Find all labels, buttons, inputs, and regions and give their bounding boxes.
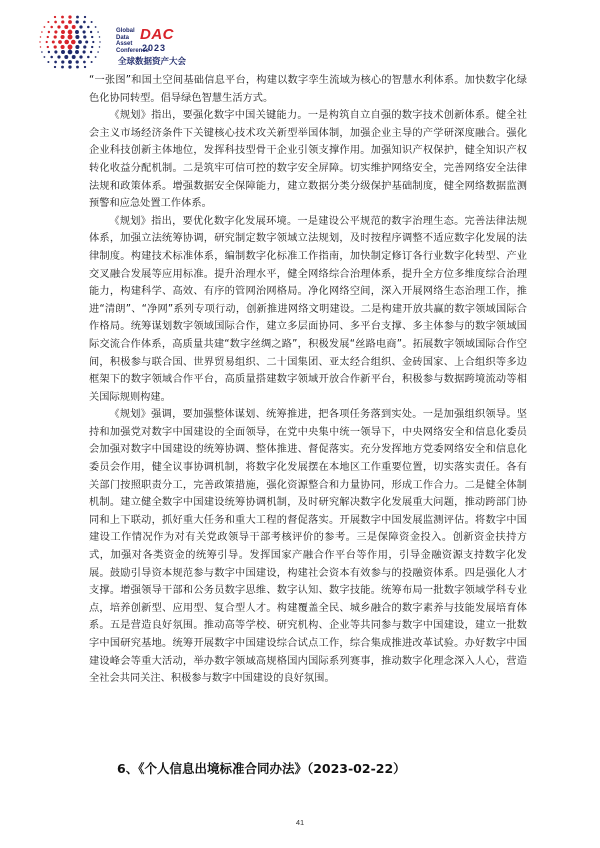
logo-dot <box>68 60 72 64</box>
logo-dot <box>79 55 82 58</box>
logo-dot <box>83 21 86 24</box>
logo-dot <box>78 40 82 44</box>
document-body <box>89 72 527 688</box>
logo-dot <box>99 41 100 42</box>
logo-dot <box>61 35 65 39</box>
logo-dot <box>54 50 57 53</box>
logo-english-name: Global Data Asset Conference <box>116 28 150 54</box>
logo-chinese-name: 全球数据资产大会 <box>118 57 187 67</box>
logo-dot <box>41 51 43 53</box>
logo-dot <box>68 20 72 24</box>
logo-dot <box>40 46 41 47</box>
logo-dot <box>90 51 92 53</box>
logo-dot <box>68 35 73 40</box>
logo-dot <box>54 35 57 38</box>
logo-dot <box>87 56 90 59</box>
logo-dot <box>83 50 86 53</box>
logo-dot <box>91 21 93 23</box>
logo-dot <box>47 46 49 48</box>
logo-dot <box>48 51 50 53</box>
page-number: 41 <box>295 818 305 827</box>
paragraph-2: 《规划》指出，要强化数字中国关键能力。一是构筑自立自强的数字技术创新体系。健全社会主义市场经济条件下关键核心技术攻关新型举国体制，加强企业主导的产学研深度融合。强化企业科技创新主体地位，发挥科技型骨干企业引领支撑作用。加强知识产权保护，健全知识产权转化收益分配机制。二是筑牢可信可控的数字安全屏障。切实维护网络安全，完善网络安全法律法规和政策体系。增强数据安全保障能力，建立数据分类分级保护基础制度，健全网络数据监测预警和应急处置工作体系。 <box>89 110 527 210</box>
logo-dot <box>61 50 65 54</box>
logo-dot <box>90 31 92 33</box>
logo-dot <box>47 61 49 63</box>
paragraph-1: “一张图”和国土空间基础信息平台，构建以数字孪生流域为核心的智慧水利体系。加快数字化绿色化协同转型。倡导绿色智慧生活方式。 <box>89 75 527 104</box>
logo-dot <box>76 16 79 19</box>
logo-dot <box>61 16 64 19</box>
logo-dot <box>75 35 79 39</box>
logo-dot <box>91 36 93 38</box>
logo-dot <box>50 56 53 59</box>
logo-dot <box>54 21 57 24</box>
logo-dot <box>54 45 57 48</box>
logo-dot <box>68 50 73 55</box>
logo-dot <box>64 55 68 59</box>
logo-dot <box>54 30 57 33</box>
logo-dot <box>61 66 64 69</box>
logo-dot <box>68 45 73 50</box>
logo-dot <box>68 65 71 68</box>
logo-dot <box>76 66 79 69</box>
logo-dot <box>72 55 76 59</box>
logo-dot <box>85 40 88 43</box>
logo-dot <box>68 15 71 18</box>
logo-dot <box>52 40 55 43</box>
logo-dot <box>71 40 76 45</box>
paragraph-4: 《规划》强调，要加强整体谋划、统筹推进，把各项任务落到实处。一是加强组织领导。坚持和加强党对数字中国建设的全面领导，在党中央集中统一领导下，中央网络安全和信息化委员会加强对数字中国建设的统筹协调、整体推进、督促落实。充分发挥地方党委网络安全和信息化委员会作用，健全议事协调机制，将数字化发展摆在本地区工作重要位置，切实落实责任。各有关部门按照职责分工，完善政策措施，强化资源整合和力量协同，形成工作合力。二是健全体制机制。建立健全数字中国建设统筹协调机制，及时研究解决数字化发展重大问题，推动跨部门协同和上下联动，抓好重大任务和重大工程的督促落实。开展数字中国发展监测评估。将数字中国建设工作情况作为对有关党政领导干部考核评价的参考。三是保障资金投入。创新资金扶持方式，加强对各类资金的统筹引导。发挥国家产融合作平台等作用，引导金融资源支持数字化发展。鼓励引导资本规范参与数字中国建设，构建社会资本有效参与的投融资体系。四是强化人才支撑。增强领导干部和公务员数字思维、数字认知、数字技能。统筹布局一批数字领域学科专业点，培养创新型、应用型、复合型人才。构建覆盖全民、城乡融合的数字素养与技能发展培育体系。五是营造良好氛围。推动高等学校、研究机构、企业等共同参与数字中国建设，建立一批数字中国研究基地。统筹开展数字中国建设综合试点工作，综合集成推进改革试验。办好数字中国建设峰会等重大活动，举办数字领域高规格国内国际系列赛事，推动数字化理念深入人心，营造全社会共同关注、积极参与数字中国建设的良好氛围。 <box>89 409 527 685</box>
logo-dot <box>61 30 65 34</box>
logo-dot <box>87 26 90 29</box>
logo-dot <box>75 30 79 34</box>
logo-dot <box>83 61 86 64</box>
logo-dot <box>83 45 86 48</box>
logo-dot <box>41 31 43 33</box>
logo-dot <box>46 41 48 43</box>
logo-dot <box>61 45 65 49</box>
logo-dot <box>83 30 86 33</box>
logo-dot <box>91 61 93 63</box>
conference-logo <box>30 12 230 72</box>
logo-dot <box>50 26 53 29</box>
logo-dot <box>43 56 45 58</box>
logo-dot <box>76 60 79 63</box>
logo-dot <box>79 25 82 28</box>
logo-dot <box>39 41 40 42</box>
logo-dot <box>57 55 60 58</box>
logo-dot <box>47 36 49 38</box>
logo-dot <box>40 36 41 37</box>
logo-dot <box>83 35 86 38</box>
logo-dot <box>58 40 62 44</box>
logo-dot <box>61 60 64 63</box>
logo-dot <box>75 50 79 54</box>
paragraph-3: 《规划》指出，要优化数字化发展环境。一是建设公平规范的数字治理生态。完善法律法规体系，加强立法统筹协调，研究制定数字领域立法规划，及时按程序调整不适应数字化发展的法律制度。构建技术标准体系，编制数字化标准工作指南，加快制定修订各行业数字化转型、产业交叉融合发展等应用标准。提升治理水平，健全网络综合治理体系，提升全方位多维度综合治理能力，构建科学、高效、有序的管网治网格局。净化网络空间，深入开展网络生态治理工作，推进“清朗”、“净网”系列专项行动，创新推进网络文明建设。二是构建开放共赢的数字领域国际合作格局。统筹谋划数字领域国际合作，建立多层面协同、多平台支撑、多主体参与的数字领域国际交流合作体系，高质量共建“数字丝绸之路”，积极发展“丝路电商”。拓展数字领域国际合作空间，积极参与联合国、世界贸易组织、二十国集团、亚太经合组织、金砖国家、上合组织等多边框架下的数字领域合作平台，高质量搭建数字领域开放合作新平台，积极参与数据跨境流动等相关国际规则构建。 <box>89 215 527 403</box>
logo-dot <box>68 30 73 35</box>
logo-dot <box>61 20 64 23</box>
logo-dot <box>43 26 45 28</box>
logo-dot <box>57 25 60 28</box>
section-heading: 6、《个人信息出境标准合同办法》（2023-02-22） <box>117 761 406 776</box>
logo-dot <box>47 21 49 23</box>
logo-dot <box>97 31 99 33</box>
logo-dot <box>92 41 94 43</box>
logo-dot <box>95 56 97 58</box>
logo-dot <box>75 45 79 49</box>
logo-dot <box>64 40 69 45</box>
logo-dot <box>54 16 56 18</box>
logo-dot <box>54 66 56 68</box>
logo-dot <box>48 31 50 33</box>
logo-dot <box>99 46 100 47</box>
logo-dot <box>84 66 86 68</box>
dot-globe-logo-icon <box>30 12 114 72</box>
logo-dot <box>91 46 93 48</box>
logo-year: 2023 <box>142 43 167 53</box>
logo-dot <box>64 25 68 29</box>
logo-dot <box>72 25 76 29</box>
logo-dot <box>95 26 97 28</box>
logo-dot <box>54 61 57 64</box>
logo-dot <box>97 51 99 53</box>
logo-dot <box>99 36 100 37</box>
logo-dot <box>84 16 86 18</box>
logo-dot <box>76 20 79 23</box>
logo-brand: DAC <box>140 26 174 43</box>
